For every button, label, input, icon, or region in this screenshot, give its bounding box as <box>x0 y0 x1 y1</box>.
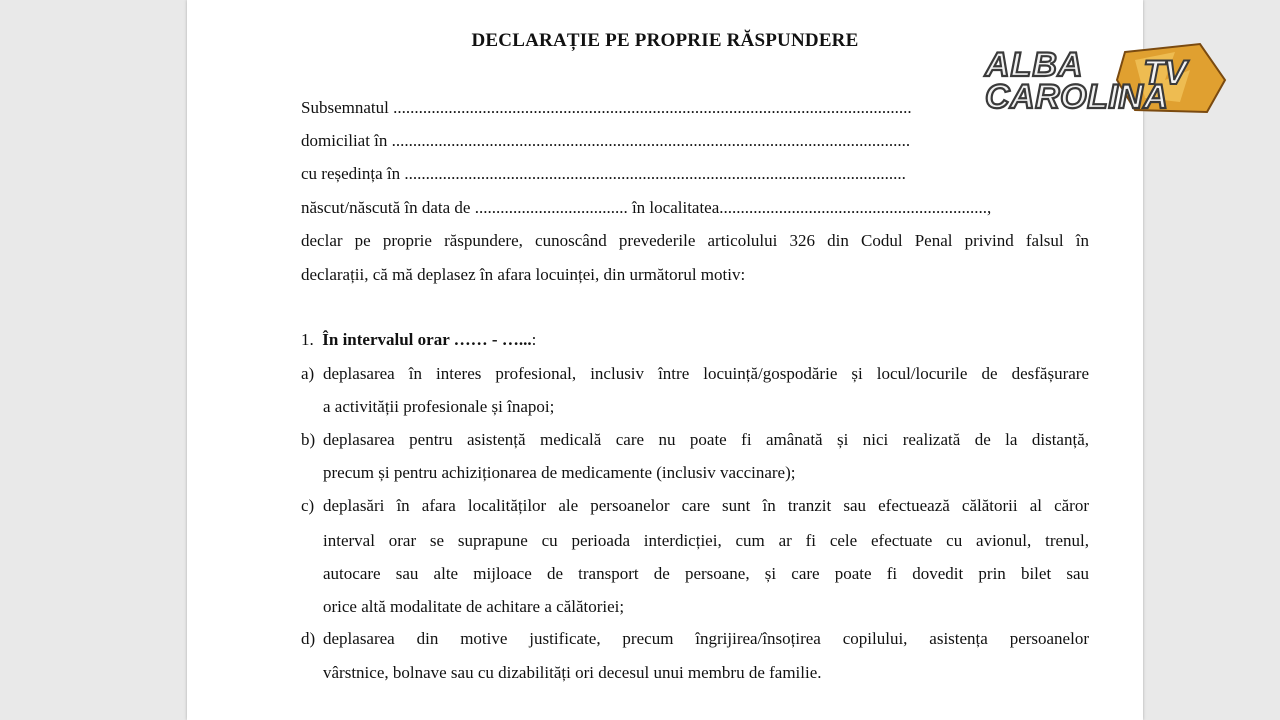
item-a-marker: a) <box>301 364 315 383</box>
item-d-marker: d) <box>301 629 316 648</box>
item-c-line-1: deplasări în afara localităților ale persoanelor care sunt în tranzit sau efectuează călătorii al căror <box>323 496 1089 515</box>
field-resedinta: cu reședința în ...................................................................................................................... <box>301 164 906 183</box>
field-domiciliat: domiciliat în .......................................................................................................................... <box>301 131 911 150</box>
section-heading <box>301 329 536 351</box>
item-c-line-2: interval orar se suprapune cu perioada interdicției, cum ar fi cele efectuate cu avionul, trenul, <box>323 531 1089 550</box>
document-title: DECLARAȚIE PE PROPRIE RĂSPUNDERE <box>471 30 859 51</box>
declaration-line-1: declar pe proprie răspundere, cunoscând prevederile articolului 326 din Codul Penal privind falsul în <box>301 231 1089 250</box>
logo-badge-text: TV <box>1143 54 1187 92</box>
item-c-line-4: orice altă modalitate de achitare a călătoriei; <box>323 597 625 616</box>
logo-text-carolina: CAROLINA <box>985 78 1169 116</box>
item-c-marker: c) <box>301 496 315 515</box>
section-title: În intervalul orar …… - …... <box>322 330 532 349</box>
field-subsemnatul: Subsemnatul .......................................................................................................................... <box>301 98 912 117</box>
item-d-line-2: vârstnice, bolnave sau cu dizabilități ori decesul unui membru de familie. <box>323 663 822 682</box>
field-nascut: născut/născută în data de .................................... în localitatea..............................................................., <box>301 198 992 217</box>
item-b-line-2: precum și pentru achiziționarea de medicamente (inclusiv vaccinare); <box>323 463 796 482</box>
item-b-line-1: deplasarea pentru asistență medicală care nu poate fi amânată și nici realizată de la distanță, <box>323 430 1089 449</box>
item-a-line-1: deplasarea în interes profesional, inclusiv între locuință/gospodărie și locul/locurile de desfășurare <box>323 364 1089 383</box>
section-colon: : <box>531 330 537 349</box>
logo-text-alba: ALBA <box>985 46 1084 84</box>
item-b-marker: b) <box>301 430 316 449</box>
item-a-line-2: a activității profesionale și înapoi; <box>323 397 555 416</box>
alba-carolina-tv-logo <box>975 40 1235 120</box>
section-number: 1. <box>301 330 314 349</box>
item-d-line-1: deplasarea din motive justificate, precum îngrijirea/însoțirea copilului, asistența persoanelor <box>323 629 1089 648</box>
item-c-line-3: autocare sau alte mijloace de transport de persoane, și care poate fi dovedit prin bilet sau <box>323 564 1089 583</box>
declaration-line-2: declarații, că mă deplasez în afara locuinței, din următorul motiv: <box>301 265 746 284</box>
